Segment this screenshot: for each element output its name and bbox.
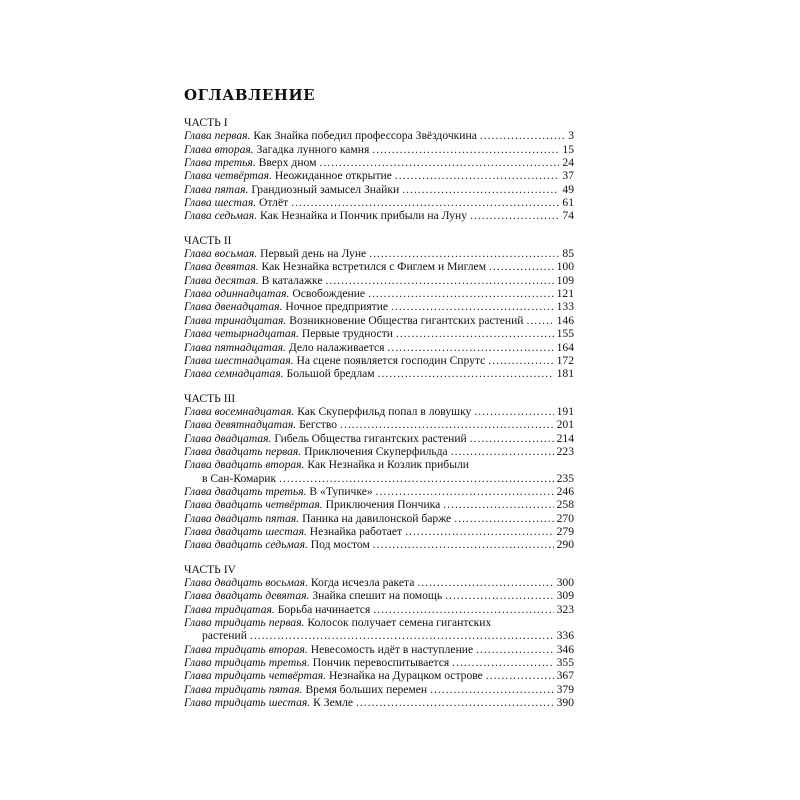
page-number: 355 bbox=[556, 656, 574, 670]
toc-entry[interactable] bbox=[184, 432, 574, 445]
page-number: 49 bbox=[562, 182, 574, 196]
page-number: 172 bbox=[556, 353, 574, 367]
chapter-title: Освобождение bbox=[292, 287, 366, 301]
toc-entry[interactable] bbox=[184, 367, 574, 380]
dot-leader bbox=[373, 538, 554, 551]
table-of-contents bbox=[184, 116, 574, 709]
toc-entry[interactable] bbox=[184, 327, 574, 340]
toc-part bbox=[184, 563, 574, 710]
dot-leader bbox=[250, 629, 554, 642]
page-number: 346 bbox=[556, 642, 574, 656]
chapter-label: Глава девятая. bbox=[184, 260, 259, 274]
chapter-label: Глава девятнадцатая. bbox=[184, 418, 297, 432]
dot-leader bbox=[402, 183, 559, 196]
chapter-label: Глава тридцать пятая. bbox=[184, 682, 303, 696]
chapter-title: Незнайка работает bbox=[309, 524, 403, 538]
chapter-label: Глава тридцать четвёртая. bbox=[184, 669, 327, 683]
chapter-title: Большой бредлам bbox=[286, 367, 375, 381]
dot-leader bbox=[373, 603, 553, 616]
toc-entry[interactable] bbox=[184, 169, 574, 182]
page-number: 61 bbox=[562, 196, 574, 210]
toc-entry[interactable] bbox=[184, 209, 574, 222]
dot-leader bbox=[396, 327, 554, 340]
dot-leader bbox=[395, 169, 560, 182]
toc-entry[interactable] bbox=[184, 445, 574, 458]
dot-leader bbox=[387, 341, 553, 354]
dot-leader bbox=[480, 129, 565, 142]
chapter-label: Глава пятая. bbox=[184, 182, 249, 196]
chapter-title: Незнайка на Дурацком острове bbox=[328, 669, 483, 683]
toc-entry[interactable] bbox=[184, 260, 574, 273]
chapter-label: Глава тридцать первая. bbox=[184, 616, 305, 630]
chapter-label: Глава двадцать вторая. bbox=[184, 458, 305, 472]
dot-leader bbox=[378, 367, 554, 380]
page-number: 201 bbox=[556, 418, 574, 432]
dot-leader bbox=[326, 274, 554, 287]
chapter-title: Загадка лунного камня bbox=[256, 142, 370, 156]
chapter-title: Первый день на Луне bbox=[260, 247, 367, 261]
page-number: 74 bbox=[562, 209, 574, 223]
page-number: 246 bbox=[556, 484, 574, 498]
part-title: ЧАСТЬ III bbox=[184, 391, 236, 405]
page-number: 37 bbox=[562, 169, 574, 183]
toc-entry[interactable] bbox=[184, 300, 574, 313]
chapter-label: Глава одиннадцатая. bbox=[184, 287, 290, 301]
toc-entry[interactable] bbox=[184, 576, 574, 589]
toc-entry[interactable] bbox=[184, 156, 574, 169]
dot-leader bbox=[443, 498, 553, 511]
toc-part bbox=[184, 392, 574, 552]
page-number: 336 bbox=[556, 629, 574, 643]
page-number: 85 bbox=[562, 247, 574, 261]
dot-leader bbox=[291, 196, 559, 209]
chapter-title: Знайка спешит на помощь bbox=[312, 589, 443, 603]
dot-leader bbox=[489, 260, 554, 273]
page-number: 146 bbox=[556, 313, 574, 327]
toc-entry[interactable] bbox=[184, 247, 574, 260]
dot-leader bbox=[445, 589, 553, 602]
toc-entry[interactable] bbox=[184, 458, 574, 485]
chapter-title: Как Незнайка встретился с Фиглем и Миглем bbox=[261, 260, 487, 274]
chapter-label: Глава семнадцатая. bbox=[184, 367, 284, 381]
dot-leader bbox=[356, 696, 554, 709]
chapter-title-continuation: растений bbox=[202, 629, 247, 643]
chapter-title: К Земле bbox=[313, 696, 353, 710]
dot-leader bbox=[340, 418, 554, 431]
page-number: 15 bbox=[562, 142, 574, 156]
chapter-title: Когда исчезла ракета bbox=[310, 576, 415, 589]
dot-leader bbox=[369, 247, 559, 260]
toc-entry[interactable] bbox=[184, 274, 574, 287]
chapter-label: Глава двадцать пятая. bbox=[184, 511, 300, 525]
toc-entry[interactable] bbox=[184, 696, 574, 709]
dot-leader bbox=[319, 156, 559, 169]
toc-entry[interactable] bbox=[184, 512, 574, 525]
dot-leader bbox=[430, 683, 554, 696]
toc-entry[interactable] bbox=[184, 418, 574, 431]
toc-entry[interactable] bbox=[184, 643, 574, 656]
toc-entry[interactable] bbox=[184, 683, 574, 696]
page-number: 367 bbox=[556, 669, 574, 683]
chapter-title: Невесомость идёт в наступление bbox=[310, 642, 474, 656]
page-number: 390 bbox=[556, 696, 574, 710]
page-number: 191 bbox=[556, 404, 574, 418]
chapter-title: Возникновение Общества гигантских растений bbox=[289, 313, 524, 327]
dot-leader bbox=[476, 643, 553, 656]
chapter-title: Грандиозный замысел Знайки bbox=[251, 182, 400, 196]
chapter-title: В «Тупичке» bbox=[309, 484, 373, 498]
page-number: 323 bbox=[556, 602, 574, 616]
chapter-label: Глава тридцать шестая. bbox=[184, 696, 311, 710]
chapter-title-continuation: в Сан-Комарик bbox=[202, 471, 277, 485]
dot-leader bbox=[488, 354, 553, 367]
chapter-title: Бегство bbox=[299, 418, 338, 432]
dot-leader bbox=[486, 669, 554, 682]
chapter-label: Глава двадцать шестая. bbox=[184, 524, 307, 538]
chapter-title: Борьба начинается bbox=[277, 602, 371, 616]
chapter-label: Глава четвёртая. bbox=[184, 169, 272, 183]
chapter-title: Отлёт bbox=[259, 196, 289, 210]
toc-part bbox=[184, 116, 574, 223]
page-number: 270 bbox=[556, 511, 574, 525]
chapter-title: Вверх дном bbox=[258, 156, 317, 170]
toc-entry[interactable] bbox=[184, 287, 574, 300]
chapter-label: Глава двадцать восьмая. bbox=[184, 576, 308, 589]
chapter-label: Глава двадцать первая. bbox=[184, 444, 302, 458]
dot-leader bbox=[372, 143, 559, 156]
dot-leader bbox=[470, 209, 559, 222]
chapter-title: Как Скуперфильд попал в ловушку bbox=[297, 404, 472, 418]
page-title: ОГЛАВЛЕНИЕ bbox=[184, 86, 316, 104]
chapter-title: Как Знайка победил профессора Звёздочкина bbox=[253, 129, 477, 143]
toc-entry[interactable] bbox=[184, 354, 574, 367]
chapter-label: Глава двенадцатая. bbox=[184, 300, 283, 314]
page-number: 164 bbox=[556, 340, 574, 354]
page-number: 258 bbox=[556, 498, 574, 512]
page-number: 223 bbox=[556, 444, 574, 458]
toc-entry[interactable] bbox=[184, 525, 574, 538]
chapter-label: Глава пятнадцатая. bbox=[184, 340, 286, 354]
page-number: 121 bbox=[556, 287, 574, 301]
dot-leader bbox=[376, 485, 554, 498]
chapter-label: Глава десятая. bbox=[184, 273, 259, 287]
chapter-label: Глава двадцатая. bbox=[184, 431, 272, 445]
page-number: 100 bbox=[556, 260, 574, 274]
page-number: 24 bbox=[562, 156, 574, 170]
toc-part bbox=[184, 234, 574, 381]
chapter-label: Глава третья. bbox=[184, 156, 256, 170]
chapter-title: Как Незнайка и Пончик прибыли на Луну bbox=[260, 209, 468, 223]
chapter-label: Глава двадцать третья. bbox=[184, 484, 307, 498]
chapter-label: Глава двадцать девятая. bbox=[184, 589, 310, 603]
chapter-title: Неожиданное открытие bbox=[274, 169, 392, 183]
dot-leader bbox=[405, 525, 553, 538]
chapter-title: Под мостом bbox=[310, 538, 370, 552]
chapter-title: Паника на давилонской барже bbox=[302, 511, 452, 525]
dot-leader bbox=[391, 300, 554, 313]
dot-leader bbox=[470, 432, 554, 445]
page-number: 300 bbox=[556, 576, 574, 589]
page-number: 181 bbox=[556, 367, 574, 381]
page-number: 3 bbox=[568, 129, 574, 143]
dot-leader bbox=[368, 287, 554, 300]
chapter-title: Гибель Общества гигантских растений bbox=[274, 431, 467, 445]
toc-entry[interactable] bbox=[184, 485, 574, 498]
toc-entry[interactable] bbox=[184, 656, 574, 669]
chapter-title: Ночное предприятие bbox=[285, 300, 389, 314]
chapter-label: Глава тридцать вторая. bbox=[184, 642, 308, 656]
dot-leader bbox=[279, 472, 554, 485]
dot-leader bbox=[417, 576, 553, 589]
page-number: 309 bbox=[556, 589, 574, 603]
chapter-title: На сцене появляется господин Спрутс bbox=[296, 353, 486, 367]
chapter-label: Глава шестая. bbox=[184, 196, 257, 210]
toc-entry[interactable] bbox=[184, 538, 574, 551]
chapter-title: В каталажке bbox=[261, 273, 323, 287]
part-title: ЧАСТЬ IV bbox=[184, 562, 236, 576]
page-number: 290 bbox=[556, 538, 574, 552]
chapter-label: Глава четырнадцатая. bbox=[184, 327, 299, 341]
toc-entry[interactable] bbox=[184, 129, 574, 142]
toc-entry[interactable] bbox=[184, 616, 574, 643]
part-title: ЧАСТЬ II bbox=[184, 233, 232, 247]
dot-leader bbox=[451, 445, 554, 458]
page-number: 235 bbox=[556, 471, 574, 485]
chapter-title: Время больших перемен bbox=[305, 682, 428, 696]
chapter-label: Глава двадцать четвёртая. bbox=[184, 498, 323, 512]
toc-entry[interactable] bbox=[184, 196, 574, 209]
toc-entry[interactable] bbox=[184, 314, 574, 327]
chapter-label: Глава первая. bbox=[184, 129, 251, 143]
page-number: 155 bbox=[556, 327, 574, 341]
toc-entry[interactable] bbox=[184, 603, 574, 616]
toc-entry[interactable] bbox=[184, 405, 574, 418]
chapter-label: Глава тринадцатая. bbox=[184, 313, 287, 327]
toc-entry[interactable] bbox=[184, 669, 574, 682]
toc-entry[interactable] bbox=[184, 143, 574, 156]
page-number: 279 bbox=[556, 524, 574, 538]
chapter-title: Приключения Пончика bbox=[325, 498, 441, 512]
chapter-title: Первые трудности bbox=[301, 327, 393, 341]
chapter-title: Как Незнайка и Козлик прибыли bbox=[307, 458, 469, 472]
chapter-title: Пончик перевоспитывается bbox=[312, 656, 450, 670]
dot-leader bbox=[454, 512, 553, 525]
chapter-label: Глава вторая. bbox=[184, 142, 254, 156]
chapter-label: Глава восемнадцатая. bbox=[184, 404, 295, 418]
chapter-label: Глава тридцатая. bbox=[184, 602, 275, 616]
chapter-title: Приключения Скуперфильда bbox=[304, 444, 448, 458]
toc-entry[interactable] bbox=[184, 498, 574, 511]
toc-entry[interactable] bbox=[184, 589, 574, 602]
page-number: 379 bbox=[556, 682, 574, 696]
toc-entry[interactable] bbox=[184, 341, 574, 354]
chapter-label: Глава двадцать седьмая. bbox=[184, 538, 308, 552]
chapter-label: Глава шестнадцатая. bbox=[184, 353, 294, 367]
dot-leader bbox=[474, 405, 553, 418]
part-title: ЧАСТЬ I bbox=[184, 116, 228, 129]
page-number: 109 bbox=[556, 273, 574, 287]
chapter-label: Глава тридцать третья. bbox=[184, 656, 310, 670]
page-number: 214 bbox=[556, 431, 574, 445]
chapter-title: Колосок получает семена гигантских bbox=[307, 616, 492, 630]
chapter-label: Глава седьмая. bbox=[184, 209, 258, 223]
dot-leader bbox=[527, 314, 554, 327]
chapter-title: Дело налаживается bbox=[288, 340, 385, 354]
chapter-label: Глава восьмая. bbox=[184, 247, 258, 261]
toc-entry[interactable] bbox=[184, 183, 574, 196]
page-number: 133 bbox=[556, 300, 574, 314]
dot-leader bbox=[452, 656, 553, 669]
